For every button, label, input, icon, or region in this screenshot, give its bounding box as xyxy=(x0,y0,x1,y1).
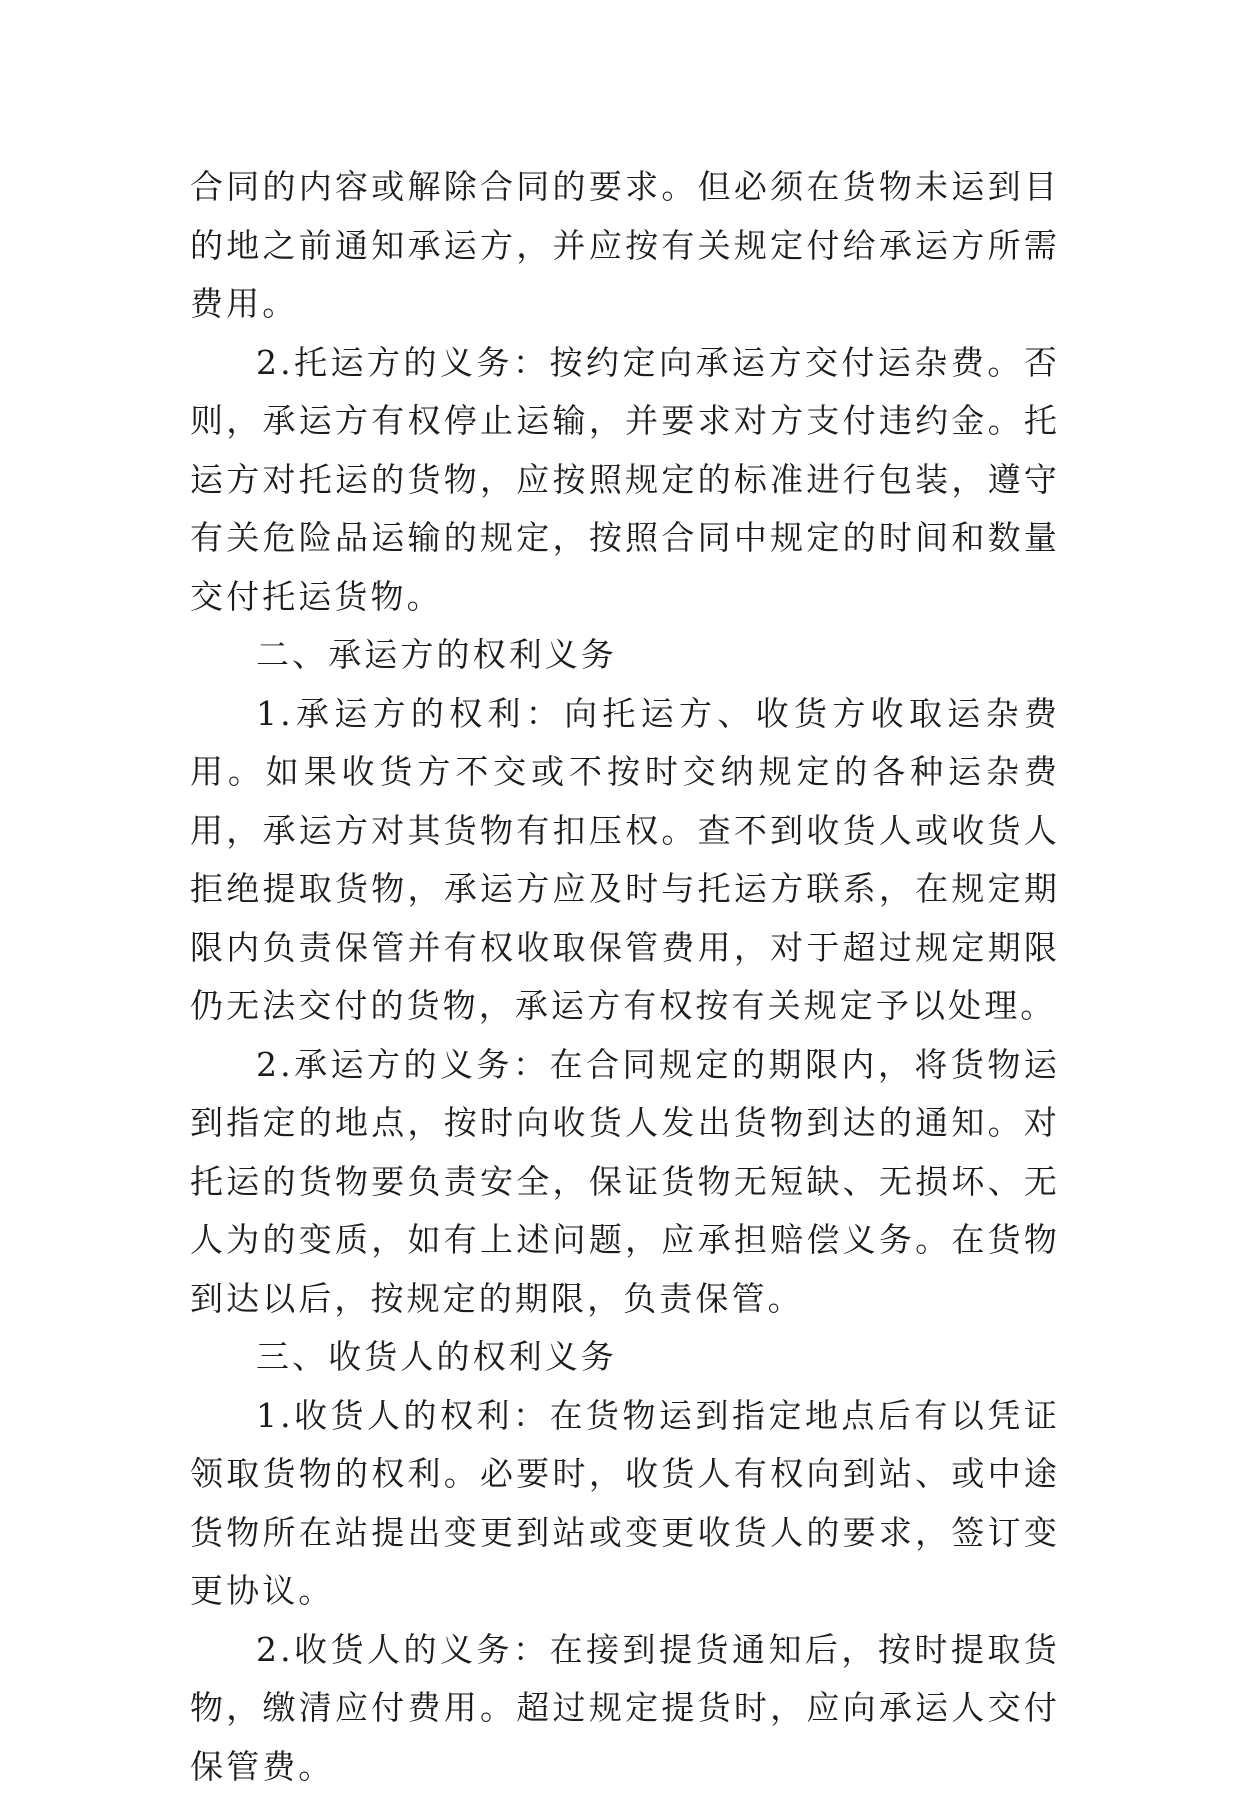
paragraph-carrier-obligations: 2.承运方的义务：在合同规定的期限内，将货物运到指定的地点，按时向收货人发出货物到达的通知。对托运的货物要负责安全，保证货物无短缺、无损坏、无人为的变质，如有上述问题，应承担赔偿义务。在货物到达以后，按规定的期限，负责保管。 xyxy=(190,1036,1060,1329)
paragraph-consignee-obligations: 2.收货人的义务：在接到提货通知后，按时提取货物，缴清应付费用。超过规定提货时，应向承运人交付保管费。 xyxy=(190,1621,1060,1796)
paragraph-continued-shipper-rights: 合同的内容或解除合同的要求。但必须在货物未运到目的地之前通知承运方，并应按有关规定付给承运方所需费用。 xyxy=(190,158,1060,334)
section-heading-consignee: 三、收货人的权利义务 xyxy=(190,1328,1060,1387)
paragraph-shipper-obligations: 2.托运方的义务：按约定向承运方交付运杂费。否则，承运方有权停止运输，并要求对方支付违约金。托运方对托运的货物，应按照规定的标准进行包装，遵守有关危险品运输的规定，按照合同中规定的时间和数量交付托运货物。 xyxy=(190,334,1060,627)
section-heading-carrier: 二、承运方的权利义务 xyxy=(190,626,1060,685)
document-body xyxy=(190,158,1060,1796)
paragraph-carrier-rights: 1.承运方的权利：向托运方、收货方收取运杂费用。如果收货方不交或不按时交纳规定的各种运杂费用，承运方对其货物有扣压权。查不到收货人或收货人拒绝提取货物，承运方应及时与托运方联系，在规定期限内负责保管并有权收取保管费用，对于超过规定期限仍无法交付的货物，承运方有权按有关规定予以处理。 xyxy=(190,685,1060,1036)
paragraph-consignee-rights: 1.收货人的权利：在货物运到指定地点后有以凭证领取货物的权利。必要时，收货人有权向到站、或中途货物所在站提出变更到站或变更收货人的要求，签订变更协议。 xyxy=(190,1387,1060,1621)
